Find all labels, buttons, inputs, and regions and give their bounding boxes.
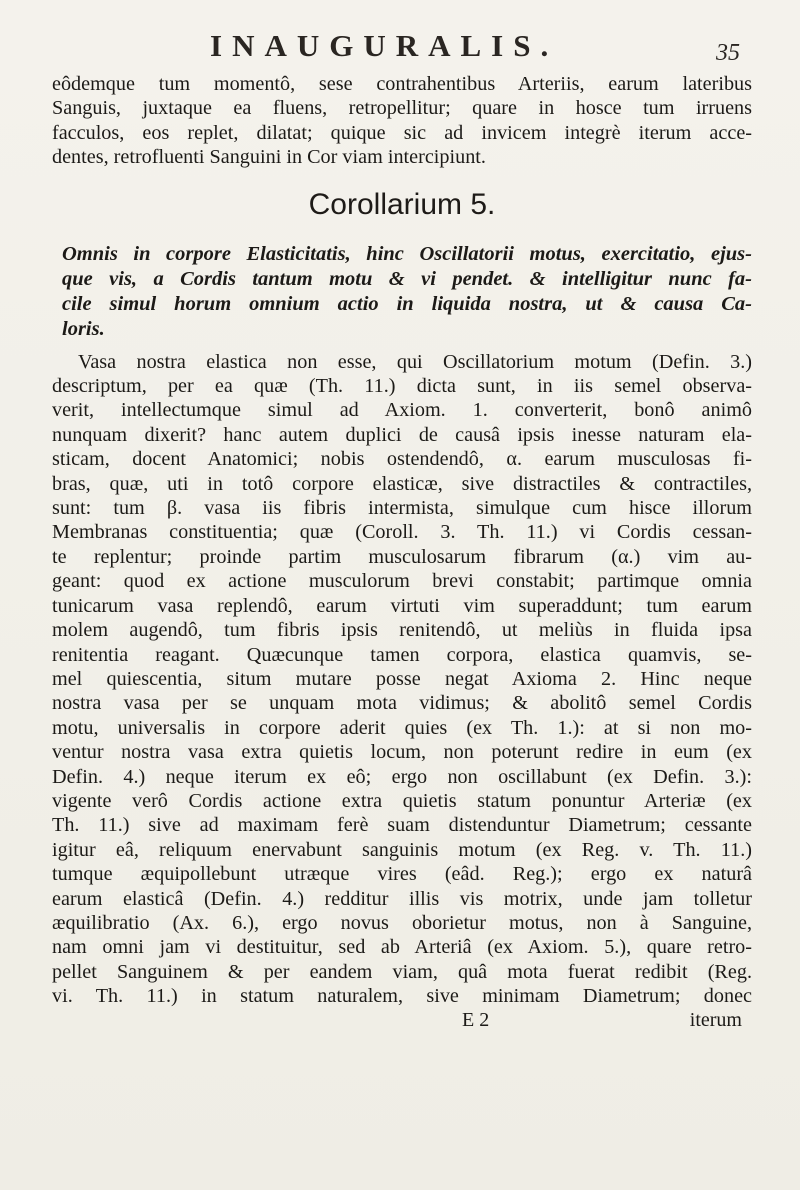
text-line: loris. [62,317,105,340]
text-line: nostra vasa per se unquam mota vidimus; & abolitô semel Cordis [52,692,752,715]
text-line: descriptum, per ea quæ (Th. 11.) dicta sunt, in iis semel observa- [52,375,752,398]
page-footer [52,1009,752,1033]
text-line: facculos, eos replet, dilatat; quique sic ad invicem integrè iterum acce- [52,121,752,144]
text-line: geant: quod ex actione musculorum brevi constabit; partimque omnia [52,570,752,593]
text-line: nam omni jam vi destituitur, sed ab Arteriâ (ex Axiom. 5.), quare retro- [52,936,752,959]
page-body [52,72,752,1033]
corollary-statement [62,242,752,342]
signature-mark: E 2 [462,1008,490,1031]
text-line: vi. Th. 11.) in statum naturalem, sive minimam Diametrum; donec [52,985,752,1008]
page-header [0,18,800,68]
text-line: igitur eâ, reliquum enervabunt sanguinis motum (ex Reg. v. Th. 11.) [52,838,752,861]
text-line: Defin. 4.) neque iterum ex eô; ergo non oscillabunt (ex Defin. 3.): [52,765,752,788]
text-line: ventur nostra vasa extra quietis locum, non poterunt redire in eum (ex [52,741,752,764]
text-line: Vasa nostra elastica non esse, qui Oscillatorium motum (Defin. 3.) [78,350,752,373]
text-line: earum elasticâ (Defin. 4.) redditur illis vis motrix, unde jam tolletur [52,887,752,910]
text-line: eôdemque tum momentô, sese contrahentibus Arteriis, earum lateribus [52,73,752,95]
text-line: dentes, retrofluenti Sanguini in Cor viam intercipiunt. [52,146,486,169]
text-line: verit, intellectumque simul ad Axiom. 1. converterit, bonô animô [52,399,752,422]
text-line: Sanguis, juxtaque ea fluens, retropellitur; quare in hosce tum irruens [52,97,752,120]
text-line: tumque æquipollebunt utræque vires (eâd. Reg.); ergo ex naturâ [52,863,752,886]
text-line: æquilibratio (Ax. 6.), ergo novus oborietur motus, non à Sanguine, [52,911,752,934]
text-line: Omnis in corpore Elasticitatis, hinc Oscillatorii motus, exercitatio, ejus- [62,242,752,265]
catchword: iterum [689,1008,742,1031]
page-number: 35 [716,40,740,66]
text-line: Membranas constituentia; quæ (Coroll. 3. Th. 11.) vi Cordis cessan- [52,521,752,544]
text-line: Th. 11.) sive ad maximam ferè suam distenduntur Diametrum; cessante [52,814,752,837]
text-line: renitentia reagant. Quæcunque tamen corpora, elastica quamvis, se- [52,643,752,666]
section-heading: Corollarium 5. [308,187,496,221]
text-line: cile simul horum omnium actio in liquida nostra, ut & causa Ca- [62,292,752,315]
text-line: que vis, a Cordis tantum motu & vi pendet. & intelligitur nunc fa- [62,267,752,290]
text-line: pellet Sanguinem & per eandem viam, quâ mota fuerat redibit (Reg. [52,960,752,983]
paragraph-continuation [52,72,752,170]
running-head: INAUGURALIS. [210,28,559,63]
text-line: tunicarum vasa replendô, earum virtuti vim superaddunt; tum earum [52,594,752,617]
text-line: vigente verô Cordis actione extra quietis statum ponuntur Arteriæ (ex [52,789,752,812]
text-line: motu, universalis in corpore aderit quies (ex Th. 1.): at si non mo- [52,716,752,739]
text-line: mel quiescentia, situm mutare posse negat Axioma 2. Hinc neque [52,667,752,690]
text-line: nunquam dixerit? hanc autem duplici de causâ ipsis inesse naturam ela- [52,423,752,446]
text-line: bras, quæ, uti in totô corpore elasticæ, sive distractiles & contractiles, [52,472,752,495]
paragraph-argument [52,350,752,1009]
text-line: te replentur; proinde partim musculosarum fibrarum (α.) vim au- [52,545,752,568]
text-line: sticam, docent Anatomici; nobis ostendendô, α. earum musculosas fi- [52,448,752,471]
text-line: molem augendô, tum fibris ipsis renitendô, ut meliùs in fluida ipsa [52,619,752,642]
text-line: sunt: tum β. vasa iis fibris intermista, simulque cum hisce illorum [52,497,752,520]
